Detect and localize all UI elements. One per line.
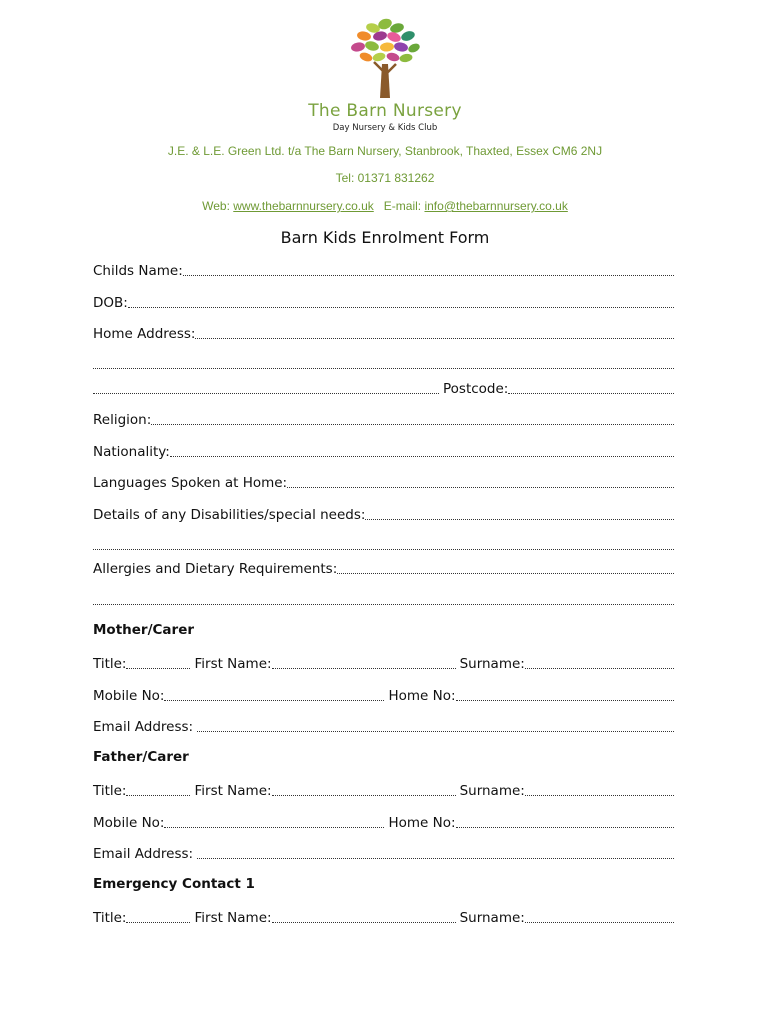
company-line: J.E. & L.E. Green Ltd. t/a The Barn Nursery, Stanbrook, Thaxted, Essex CM6 2NJ — [167, 144, 603, 158]
mother-carer-heading: Mother/Carer — [93, 622, 195, 638]
mother-email-label: Email Address: — [93, 719, 194, 735]
emergency-first-name-label: First Name: — [194, 910, 272, 926]
tree-logo-icon — [340, 14, 430, 100]
allergies-field-line-1[interactable] — [337, 572, 674, 574]
father-title-field[interactable] — [126, 794, 190, 796]
allergies-label: Allergies and Dietary Requirements: — [93, 561, 338, 577]
father-first-name-label: First Name: — [194, 783, 272, 799]
emergency-contact-heading: Emergency Contact 1 — [93, 876, 255, 892]
father-surname-field[interactable] — [525, 794, 674, 796]
mother-email-field[interactable] — [197, 730, 674, 732]
father-name-row — [93, 780, 674, 800]
home-address-field-line-3[interactable] — [93, 392, 439, 394]
emergency-title-label: Title: — [93, 910, 127, 926]
brand-subtitle: Day Nursery & Kids Club — [332, 123, 438, 133]
home-address-row — [93, 323, 674, 343]
home-address-field-line-2[interactable] — [93, 367, 674, 369]
mother-surname-label: Surname: — [459, 656, 525, 672]
email-label: E-mail: — [383, 199, 425, 213]
religion-label: Religion: — [93, 412, 152, 428]
emergency-surname-field[interactable] — [525, 921, 674, 923]
nursery-logo — [0, 14, 770, 134]
home-address-row-2 — [93, 353, 674, 373]
disabilities-label: Details of any Disabilities/special needs: — [93, 507, 366, 523]
website-link[interactable]: www.thebarnnursery.co.uk — [233, 199, 374, 213]
childs-name-row — [93, 260, 674, 280]
father-email-row — [93, 843, 674, 863]
mother-home-no-field[interactable] — [456, 699, 674, 701]
mother-first-name-label: First Name: — [194, 656, 272, 672]
nationality-row — [93, 441, 674, 461]
postcode-row — [93, 378, 674, 398]
telephone-line: Tel: 01371 831262 — [335, 171, 435, 185]
father-first-name-field[interactable] — [272, 794, 456, 796]
dob-label: DOB: — [93, 295, 128, 311]
brand-name: The Barn Nursery — [308, 101, 462, 121]
mother-home-no-label: Home No: — [388, 688, 456, 704]
email-link[interactable]: info@thebarnnursery.co.uk — [424, 199, 568, 213]
childs-name-label: Childs Name: — [93, 263, 183, 279]
languages-field[interactable] — [287, 486, 674, 488]
mother-name-row — [93, 653, 674, 673]
mother-surname-field[interactable] — [525, 667, 674, 669]
nationality-field[interactable] — [170, 455, 674, 457]
religion-row — [93, 409, 674, 429]
emergency-title-field[interactable] — [126, 921, 190, 923]
dob-field[interactable] — [128, 306, 674, 308]
home-address-label: Home Address: — [93, 326, 196, 342]
emergency-name-row — [93, 907, 674, 927]
childs-name-field[interactable] — [183, 274, 674, 276]
father-home-no-field[interactable] — [456, 826, 674, 828]
allergies-row-2 — [93, 589, 674, 609]
allergies-field-line-2[interactable] — [93, 603, 674, 605]
home-address-field-line-1[interactable] — [195, 337, 674, 339]
dob-row — [93, 292, 674, 312]
father-home-no-label: Home No: — [388, 815, 456, 831]
languages-label: Languages Spoken at Home: — [93, 475, 288, 491]
father-surname-label: Surname: — [459, 783, 525, 799]
emergency-first-name-field[interactable] — [272, 921, 456, 923]
mother-first-name-field[interactable] — [272, 667, 456, 669]
religion-field[interactable] — [151, 423, 674, 425]
postcode-label: Postcode: — [443, 381, 509, 397]
mother-mobile-label: Mobile No: — [93, 688, 165, 704]
father-title-label: Title: — [93, 783, 127, 799]
postcode-field[interactable] — [508, 392, 674, 394]
emergency-surname-label: Surname: — [459, 910, 525, 926]
disabilities-row — [93, 504, 674, 524]
contact-line — [0, 199, 770, 213]
father-mobile-label: Mobile No: — [93, 815, 165, 831]
disabilities-field-line-2[interactable] — [93, 548, 674, 550]
mother-title-field[interactable] — [126, 667, 190, 669]
allergies-row — [93, 558, 674, 578]
languages-row — [93, 472, 674, 492]
father-carer-heading: Father/Carer — [93, 749, 189, 765]
mother-mobile-field[interactable] — [164, 699, 384, 701]
mother-email-row — [93, 716, 674, 736]
father-phone-row — [93, 812, 674, 832]
form-title: Barn Kids Enrolment Form — [280, 228, 490, 247]
web-label: Web: — [202, 199, 234, 213]
mother-title-label: Title: — [93, 656, 127, 672]
father-email-field[interactable] — [197, 857, 674, 859]
disabilities-row-2 — [93, 534, 674, 554]
mother-phone-row — [93, 685, 674, 705]
father-mobile-field[interactable] — [164, 826, 384, 828]
disabilities-field-line-1[interactable] — [365, 518, 674, 520]
father-email-label: Email Address: — [93, 846, 194, 862]
nationality-label: Nationality: — [93, 444, 170, 460]
